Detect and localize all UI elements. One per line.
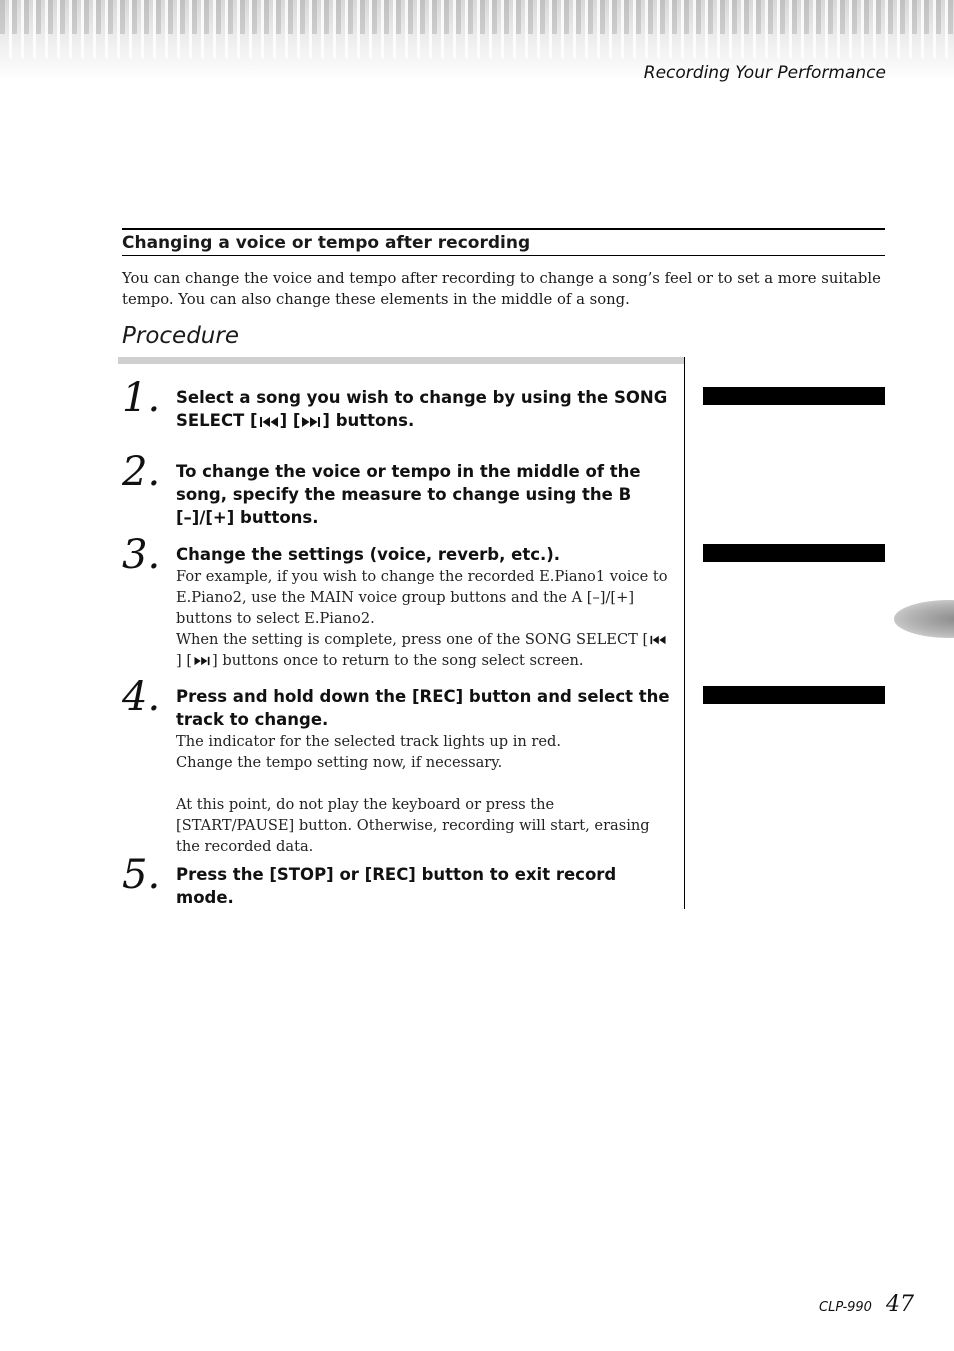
procedure-label: Procedure [122,323,239,349]
footer-model: CLP-990 [819,1300,872,1315]
step-text-part: ] buttons once to return to the song select screen. [212,652,584,669]
skip-previous-icon [649,635,667,645]
skip-next-icon [193,656,211,666]
step-heading: To change the voice or tempo in the middle of the song, specify the measure to change using the B [–]/[+] buttons. [176,462,641,527]
step-text [176,629,672,671]
step-heading: Change the settings (voice, reverb, etc.). [176,545,561,564]
step-text-part: ] [ [176,652,193,669]
page-number: 47 [886,1292,914,1317]
step-text: The indicator for the selected track lights up in red. [176,733,561,750]
step-1 [122,375,672,432]
skip-next-icon [301,416,321,428]
step-5 [122,852,672,909]
step-text: Change the tempo setting now, if necessary. [176,754,503,771]
spacer [176,773,672,794]
step-number: 2. [122,449,161,495]
side-caution-bar [703,686,885,704]
side-note-bar [703,387,885,405]
section-title: Changing a voice or tempo after recording [122,233,531,253]
step-heading-text: ] buttons. [322,411,415,430]
step-number: 3. [122,532,161,578]
side-note-bar [703,544,885,562]
running-head: Recording Your Performance [643,63,886,83]
section-intro: You can change the voice and tempo after recording to change a song’s feel or to set a more suitable tempo. You can also change these elements in the middle of a song. [122,270,881,308]
section-changing-voice-tempo [122,228,885,310]
step-4 [122,674,672,857]
step-heading: Press the [STOP] or [REC] button to exit record mode. [176,865,617,907]
step-text: At this point, do not play the keyboard or press the [START/PAUSE] button. Otherwise, recording will start, erasing the recorded data. [176,796,650,855]
step-number: 5. [122,852,161,898]
step-heading-text: Select a song you wish to change by using the SONG SELECT [ [176,388,668,430]
column-divider [684,357,685,909]
step-heading-text: ] [ [279,411,301,430]
procedure-bar [118,357,684,364]
step-number: 4. [122,674,161,720]
step-text-part: When the setting is complete, press one of the SONG SELECT [ [176,631,649,648]
chapter-tab [894,600,954,638]
white-keys-pattern [0,0,954,58]
step-2 [122,449,672,529]
skip-previous-icon [259,416,279,428]
step-3 [122,532,672,671]
step-number: 1. [122,375,161,421]
step-text: For example, if you wish to change the recorded E.Piano1 voice to E.Piano2, use the MAIN voice group buttons and the A [–]/[+] buttons to select E.Piano2. [176,568,668,627]
section-heading-rule [122,228,885,256]
step-heading [176,386,672,432]
step-heading: Press and hold down the [REC] button and select the track to change. [176,687,670,729]
